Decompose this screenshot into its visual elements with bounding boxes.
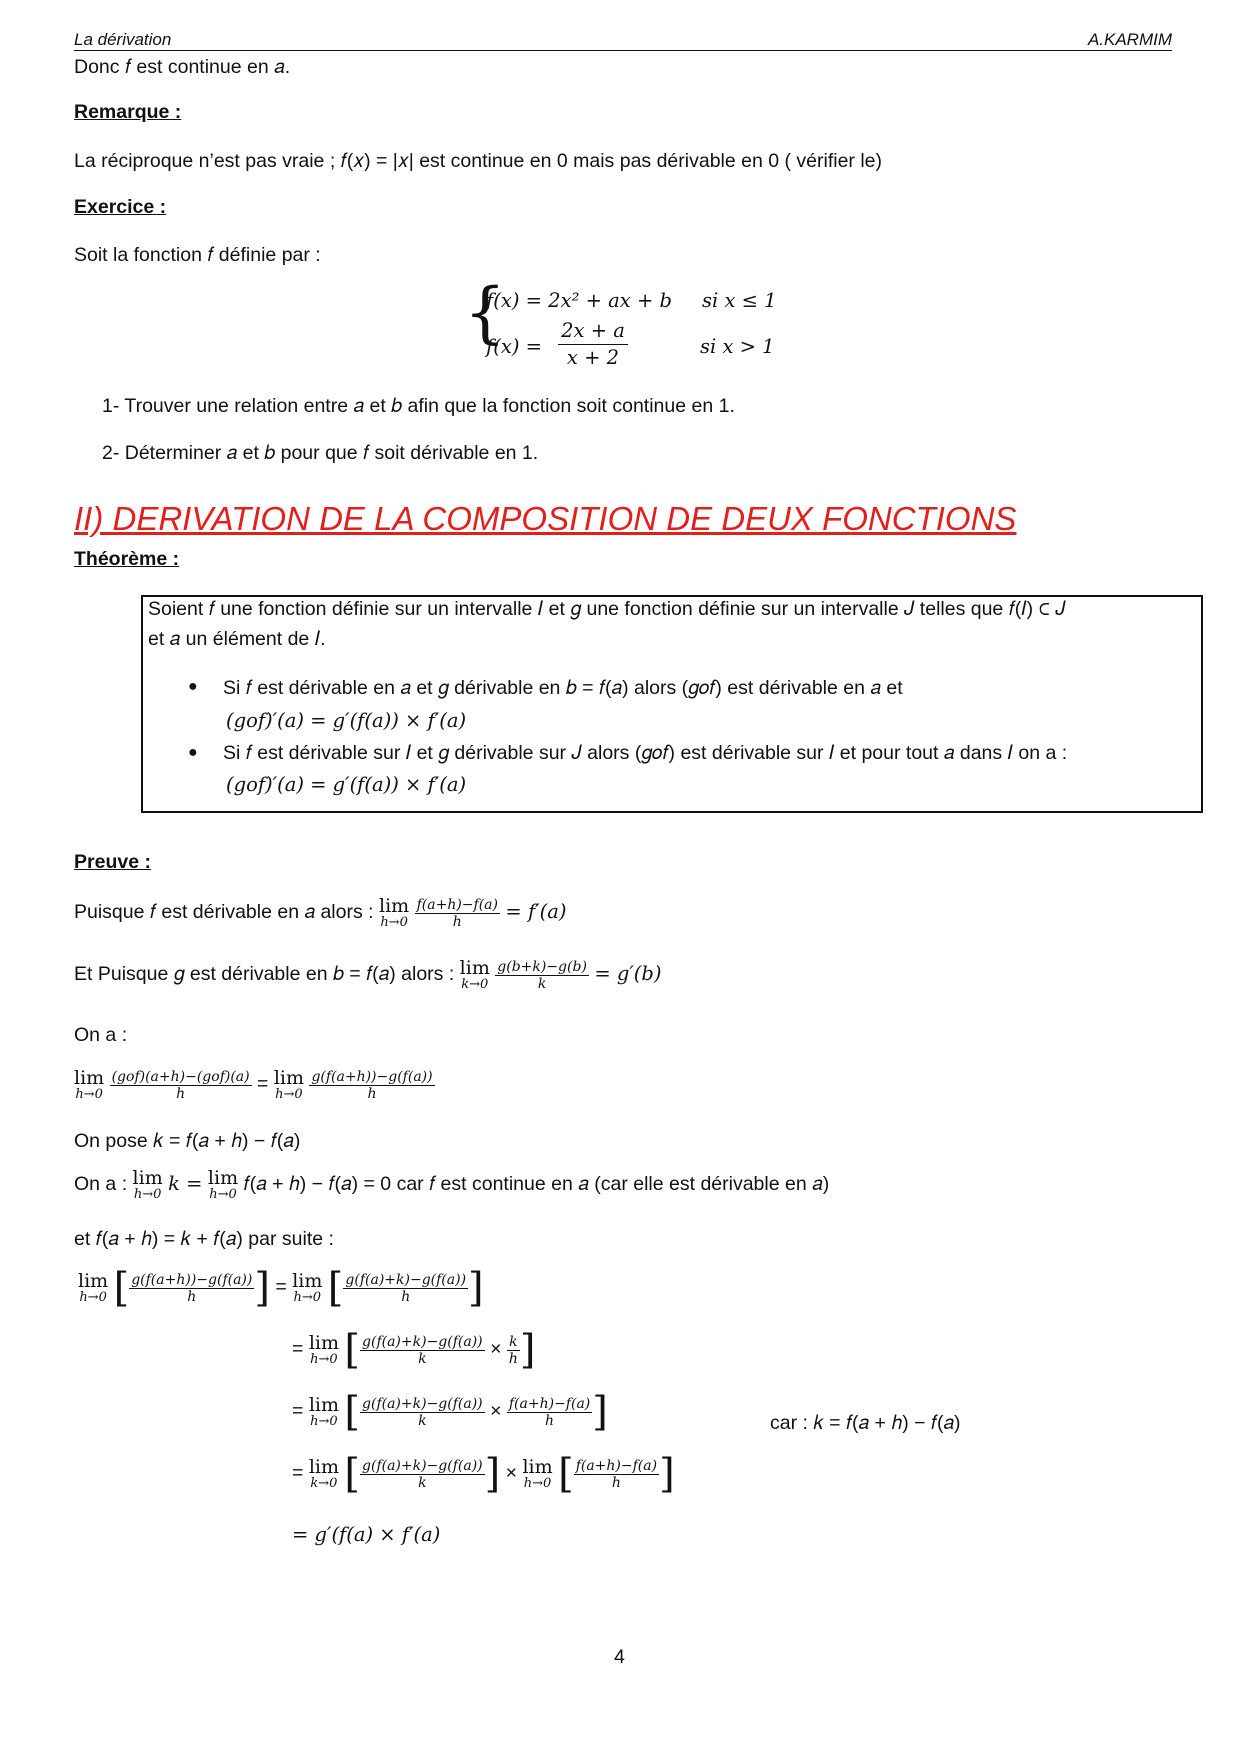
section-title: II) DERIVATION DE LA COMPOSITION DE DEUX FONCTIONS — [74, 500, 1017, 537]
left-bracket: [ — [113, 1265, 130, 1311]
limit-h: lim ℎ→0 — [207, 1167, 239, 1202]
chain-2-fraction-b: $\frac{\text{𝑘}}{\text{ℎ}}$ — [508, 1333, 518, 1367]
pose-line: On pose 𝑘 = 𝑓(𝑎 + ℎ) − 𝑓(𝑎) — [74, 1130, 301, 1152]
limit-h: lim ℎ→0 — [308, 1394, 339, 1429]
right-bracket: ] — [254, 1265, 270, 1311]
ona2-mid: 𝑘 = — [168, 1172, 203, 1196]
proof-line-2-text: Et Puisque 𝑔 est dérivable en 𝑏 = 𝑓(𝑎) alors : — [74, 963, 455, 986]
ona2-rest: 𝑓(𝑎 + ℎ) − 𝑓(𝑎) = 0 car 𝑓 est continue en 𝑎 (car elle est dérivable en 𝑎) — [243, 1173, 830, 1196]
system-fraction-num: 2𝑥 + 𝑎 — [561, 319, 625, 342]
theorem-bullet-2-line-2: (𝑔𝑜𝑓)′(𝑎) = 𝑔′(𝑓(𝑎)) × 𝑓′(𝑎) — [226, 773, 467, 796]
proof-line-1-rhs: = 𝑓′(𝑎) — [505, 900, 567, 924]
system-brace: { — [464, 274, 506, 351]
exercice-intro: Soit la fonction 𝑓 définie par : — [74, 244, 321, 266]
proof-line-2 — [74, 958, 661, 992]
right-bracket: ] — [659, 1451, 675, 1497]
limit-h: lim ℎ→0 — [522, 1456, 553, 1491]
chain-3-car: car : 𝑘 = 𝑓(𝑎 + ℎ) − 𝑓(𝑎) — [770, 1412, 961, 1434]
proof-line-1 — [74, 896, 566, 930]
proof-line-3-fraction-right: $\frac{\text{𝑔(𝑓(𝑎+ℎ))−𝑔(𝑓(𝑎))}}{\text{ℎ}}$ — [311, 1068, 433, 1102]
chain-3-fraction-b: $\frac{\text{𝑓(𝑎+ℎ)−𝑓(𝑎)}}{\text{ℎ}}$ — [508, 1395, 591, 1429]
chain-4-fraction-a: $\frac{\text{𝑔(𝑓(𝑎)+𝑘)−𝑔(𝑓(𝑎))}}{\text{𝑘}}$ — [362, 1457, 483, 1491]
header-left: La dérivation — [74, 30, 172, 49]
limit-h: lim ℎ→0 — [132, 1167, 163, 1202]
right-bracket: ] — [592, 1389, 608, 1435]
chain-line-1 — [78, 1265, 484, 1311]
equals: = — [292, 1400, 304, 1423]
ona2-prefix: On a : — [74, 1173, 128, 1196]
theorem-bullet-2-line-1: Si 𝑓 est dérivable sur 𝐼 et 𝑔 dérivable sur 𝐽 alors (𝑔𝑜𝑓) est dérivable sur 𝐼 et pour tout 𝑎 dans 𝐼 on a : — [223, 742, 1068, 764]
right-bracket: ] — [519, 1327, 536, 1373]
right-bracket: ] — [468, 1265, 484, 1311]
system-cond-2: si 𝑥 > 1 — [700, 335, 775, 358]
left-bracket: [ — [327, 1265, 344, 1311]
remarque-text: La réciproque n’est pas vraie ; 𝑓(𝑥) = |𝑥| est continue en 0 mais pas dérivable en 0 ( vérifier le) — [74, 150, 883, 172]
limit-h: lim ℎ→0 — [78, 1270, 109, 1305]
proof-line-3-fraction-left: $\frac{\text{(𝑔𝑜𝑓)(𝑎+ℎ)−(𝑔𝑜𝑓)(𝑎)}}{\text{ℎ}}$ — [111, 1068, 250, 1102]
equals: = — [257, 1073, 269, 1096]
system-line-2-lhs: 𝑓(𝑥) = — [486, 335, 542, 358]
theorem-line-2: et 𝑎 un élément de 𝐼. — [148, 628, 326, 650]
chain-2-fraction-a: $\frac{\text{𝑔(𝑓(𝑎)+𝑘)−𝑔(𝑓(𝑎))}}{\text{𝑘}}$ — [362, 1333, 483, 1367]
et-suite-line: et 𝑓(𝑎 + ℎ) = 𝑘 + 𝑓(𝑎) par suite : — [74, 1228, 334, 1250]
chain-1-fraction-right: $\frac{\text{𝑔(𝑓(𝑎)+𝑘)−𝑔(𝑓(𝑎))}}{\text{ℎ}}$ — [345, 1271, 467, 1305]
chain-line-5: = 𝑔′(𝑓(𝑎) × 𝑓′(𝑎) — [292, 1523, 441, 1546]
chain-4-fraction-b: $\frac{\text{𝑓(𝑎+ℎ)−𝑓(𝑎)}}{\text{ℎ}}$ — [575, 1457, 658, 1491]
left-bracket: [ — [344, 1389, 361, 1435]
bullet-icon: ● — [188, 678, 198, 695]
limit-h: lim ℎ→0 — [379, 895, 410, 930]
system-cond-1: si 𝑥 ≤ 1 — [702, 289, 777, 312]
question-2: 2- Déterminer 𝑎 et 𝑏 pour que 𝑓 soit dérivable en 1. — [102, 442, 539, 464]
equals: = — [275, 1276, 287, 1299]
limit-h: lim ℎ→0 — [74, 1067, 105, 1102]
bullet-icon: ● — [188, 744, 198, 761]
left-bracket: [ — [344, 1451, 361, 1497]
system-fraction-den: 𝑥 + 2 — [558, 344, 628, 371]
donc-line: Donc 𝑓 est continue en 𝑎. — [74, 56, 291, 78]
proof-line-2-rhs: = 𝑔′(𝑏) — [594, 962, 662, 986]
times: × — [505, 1462, 518, 1485]
remarque-title: Remarque : — [74, 101, 182, 123]
limit-k: lim 𝑘→0 — [459, 957, 490, 992]
proof-line-1-fraction: $\frac{\text{𝑓(𝑎+ℎ)−𝑓(𝑎)}}{\text{ℎ}}$ — [416, 896, 498, 930]
left-bracket: [ — [344, 1327, 361, 1373]
chain-line-2 — [292, 1327, 536, 1373]
system-fraction — [558, 318, 628, 371]
header-rule — [74, 50, 1172, 51]
theoreme-title: Théorème : — [74, 548, 180, 570]
system-line-1: 𝑓(𝑥) = 2𝑥² + 𝑎𝑥 + 𝑏 — [486, 289, 672, 312]
ona2-line — [74, 1168, 829, 1202]
limit-h: lim ℎ→0 — [308, 1332, 339, 1367]
chain-1-fraction-left: $\frac{\text{𝑔(𝑓(𝑎+ℎ))−𝑔(𝑓(𝑎))}}{\text{ℎ}}$ — [131, 1271, 253, 1305]
proof-line-2-fraction: $\frac{\text{𝑔(𝑏+𝑘)−𝑔(𝑏)}}{\text{𝑘}}$ — [497, 958, 587, 992]
exercice-title: Exercice : — [74, 196, 167, 218]
ona-line: On a : — [74, 1024, 128, 1046]
theorem-bullet-1-line-2: (𝑔𝑜𝑓)′(𝑎) = 𝑔′(𝑓(𝑎)) × 𝑓′(𝑎) — [226, 709, 467, 732]
right-bracket: ] — [484, 1451, 501, 1497]
chain-3-fraction-a: $\frac{\text{𝑔(𝑓(𝑎)+𝑘)−𝑔(𝑓(𝑎))}}{\text{𝑘}}$ — [362, 1395, 483, 1429]
proof-line-3 — [74, 1068, 435, 1102]
chain-line-4 — [292, 1451, 675, 1497]
question-1: 1- Trouver une relation entre 𝑎 et 𝑏 afin que la fonction soit continue en 1. — [102, 395, 735, 417]
left-bracket: [ — [558, 1451, 574, 1497]
preuve-title: Preuve : — [74, 851, 151, 873]
times: × — [490, 1338, 502, 1361]
header-right: A.KARMIM — [1087, 30, 1172, 49]
theorem-line-1: Soient 𝑓 une fonction définie sur un intervalle 𝐼 et 𝑔 une fonction définie sur un intervalle 𝐽 telles que 𝑓(𝐼) ⊂ 𝐽 — [148, 598, 1066, 620]
limit-h: lim ℎ→0 — [273, 1067, 305, 1102]
theorem-bullet-1-line-1: Si 𝑓 est dérivable en 𝑎 et 𝑔 dérivable en 𝑏 = 𝑓(𝑎) alors (𝑔𝑜𝑓) est dérivable en 𝑎 et — [223, 677, 903, 699]
proof-line-1-text: Puisque 𝑓 est dérivable en 𝑎 alors : — [74, 901, 374, 924]
chain-line-3 — [292, 1389, 608, 1435]
equals: = — [292, 1338, 304, 1361]
limit-h: lim ℎ→0 — [292, 1270, 323, 1305]
limit-k: lim 𝑘→0 — [308, 1456, 339, 1491]
page-number: 4 — [614, 1646, 625, 1668]
equals: = — [292, 1462, 304, 1485]
times: × — [490, 1400, 502, 1423]
